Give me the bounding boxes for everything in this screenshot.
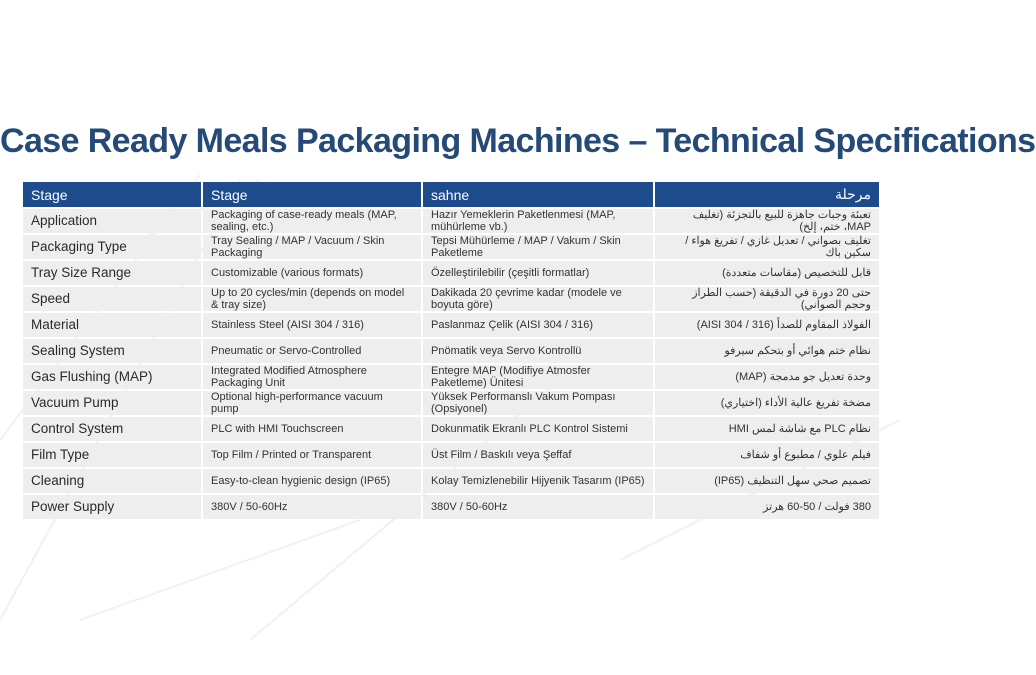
table-row [23,391,879,415]
english-cell: Customizable (various formats) [203,261,421,285]
stage-cell: Cleaning [23,469,201,493]
spec-table [21,180,881,521]
english-cell: Stainless Steel (AISI 304 / 316) [203,313,421,337]
table-row [23,443,879,467]
english-cell: PLC with HMI Touchscreen [203,417,421,441]
english-cell: 380V / 50-60Hz [203,495,421,519]
english-cell: Tray Sealing / MAP / Vacuum / Skin Packaging [203,235,421,259]
stage-cell: Film Type [23,443,201,467]
english-cell: Optional high-performance vacuum pump [203,391,421,415]
arabic-cell: وحدة تعديل جو مدمجة (MAP) [655,365,879,389]
turkish-cell: 380V / 50-60Hz [423,495,653,519]
column-header-english: Stage [203,182,421,207]
turkish-cell: Hazır Yemeklerin Paketlenmesi (MAP, mühürleme vb.) [423,209,653,233]
arabic-cell: تعبئة وجبات جاهزة للبيع بالتجزئة (تغليف MAP، ختم، إلخ) [655,209,879,233]
turkish-cell: Paslanmaz Çelik (AISI 304 / 316) [423,313,653,337]
table-header-row [23,182,879,207]
table-row [23,495,879,519]
table-row [23,417,879,441]
stage-cell: Packaging Type [23,235,201,259]
arabic-cell: نظام ختم هوائي أو بتحكم سيرفو [655,339,879,363]
arabic-cell: نظام PLC مع شاشة لمس HMI [655,417,879,441]
arabic-cell: تصميم صحي سهل التنظيف (IP65) [655,469,879,493]
stage-cell: Speed [23,287,201,311]
turkish-cell: Dakikada 20 çevrime kadar (modele ve boyuta göre) [423,287,653,311]
stage-cell: Gas Flushing (MAP) [23,365,201,389]
english-cell: Easy-to-clean hygienic design (IP65) [203,469,421,493]
arabic-cell: مضخة تفريغ عالية الأداء (اختياري) [655,391,879,415]
page-title: Case Ready Meals Packaging Machines – Technical Specifications [0,122,1036,160]
table-row [23,261,879,285]
stage-cell: Application [23,209,201,233]
column-header-arabic: مرحلة [655,182,879,207]
turkish-cell: Tepsi Mühürleme / MAP / Vakum / Skin Paketleme [423,235,653,259]
arabic-cell: 380 فولت / 50-60 هرتز [655,495,879,519]
turkish-cell: Kolay Temizlenebilir Hijyenik Tasarım (IP65) [423,469,653,493]
english-cell: Integrated Modified Atmosphere Packaging Unit [203,365,421,389]
table-row [23,339,879,363]
turkish-cell: Dokunmatik Ekranlı PLC Kontrol Sistemi [423,417,653,441]
table-row [23,365,879,389]
stage-cell: Sealing System [23,339,201,363]
arabic-cell: تغليف بصواني / تعديل غازي / تفريغ هواء / سكين باك [655,235,879,259]
stage-cell: Vacuum Pump [23,391,201,415]
english-cell: Pneumatic or Servo-Controlled [203,339,421,363]
table-row [23,235,879,259]
stage-cell: Material [23,313,201,337]
stage-cell: Power Supply [23,495,201,519]
english-cell: Packaging of case-ready meals (MAP, sealing, etc.) [203,209,421,233]
table-row [23,469,879,493]
turkish-cell: Üst Film / Baskılı veya Şeffaf [423,443,653,467]
turkish-cell: Entegre MAP (Modifiye Atmosfer Paketleme) Ünitesi [423,365,653,389]
english-cell: Top Film / Printed or Transparent [203,443,421,467]
turkish-cell: Pnömatik veya Servo Kontrollü [423,339,653,363]
table-row [23,313,879,337]
table-row [23,287,879,311]
stage-cell: Control System [23,417,201,441]
english-cell: Up to 20 cycles/min (depends on model & tray size) [203,287,421,311]
arabic-cell: فيلم علوي / مطبوع أو شفاف [655,443,879,467]
arabic-cell: قابل للتخصيص (مقاسات متعددة) [655,261,879,285]
table-row [23,209,879,233]
arabic-cell: حتى 20 دورة في الدقيقة (حسب الطراز وحجم الصواني) [655,287,879,311]
column-header-stage: Stage [23,182,201,207]
arabic-cell: الفولاذ المقاوم للصدأ (316 / AISI 304) [655,313,879,337]
column-header-turkish: sahne [423,182,653,207]
turkish-cell: Yüksek Performanslı Vakum Pompası (Opsiyonel) [423,391,653,415]
stage-cell: Tray Size Range [23,261,201,285]
turkish-cell: Özelleştirilebilir (çeşitli formatlar) [423,261,653,285]
